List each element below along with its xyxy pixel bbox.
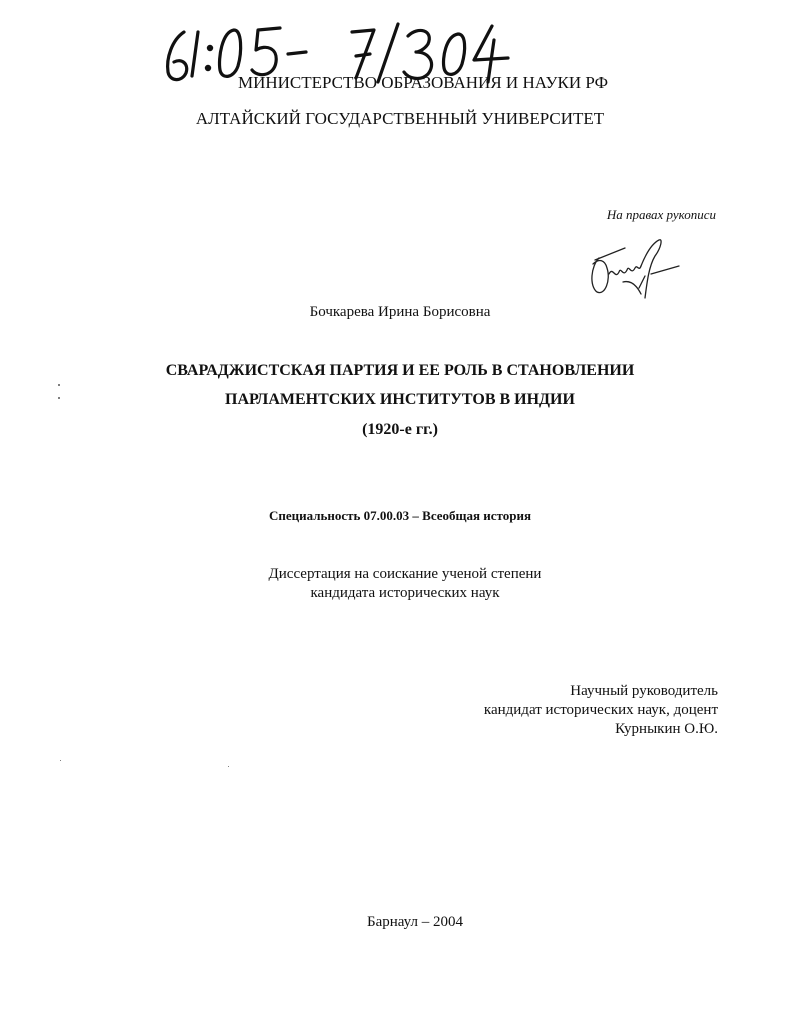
dissertation-degree-line-1: Диссертация на соискание ученой степени <box>268 566 542 582</box>
supervisor-degree: кандидат исторических наук, доцент <box>483 702 718 718</box>
dissertation-title-line-2: ПАРЛАМЕНТСКИХ ИНСТИТУТОВ В ИНДИИ <box>225 391 575 408</box>
supervisor-role: Научный руководитель <box>570 683 718 699</box>
city-year: Барнаул – 2004 <box>366 914 464 930</box>
specialty-line: Специальность 07.00.03 – Всеобщая история <box>268 508 532 523</box>
dissertation-title-line-1: СВАРАДЖИСТСКАЯ ПАРТИЯ И ЕЕ РОЛЬ В СТАНОВЛЕНИИ <box>165 362 635 379</box>
scan-speck <box>228 766 229 767</box>
scan-speck <box>58 397 60 399</box>
scan-speck <box>58 384 60 386</box>
manuscript-rights-note: На правах рукописи <box>606 207 716 222</box>
supervisor-name: Курныкин О.Ю. <box>615 721 718 737</box>
scan-speck <box>60 760 61 761</box>
dissertation-title-period: (1920-е гг.) <box>362 421 438 438</box>
dissertation-degree-line-2: кандидата исторических наук <box>310 585 500 601</box>
ministry-heading: МИНИСТЕРСТВО ОБРАЗОВАНИЯ И НАУКИ РФ <box>237 73 609 92</box>
university-heading: АЛТАЙСКИЙ ГОСУДАРСТВЕННЫЙ УНИВЕРСИТЕТ <box>195 109 605 128</box>
signature-icon <box>585 236 681 304</box>
author-name: Бочкарева Ирина Борисовна <box>309 304 491 320</box>
